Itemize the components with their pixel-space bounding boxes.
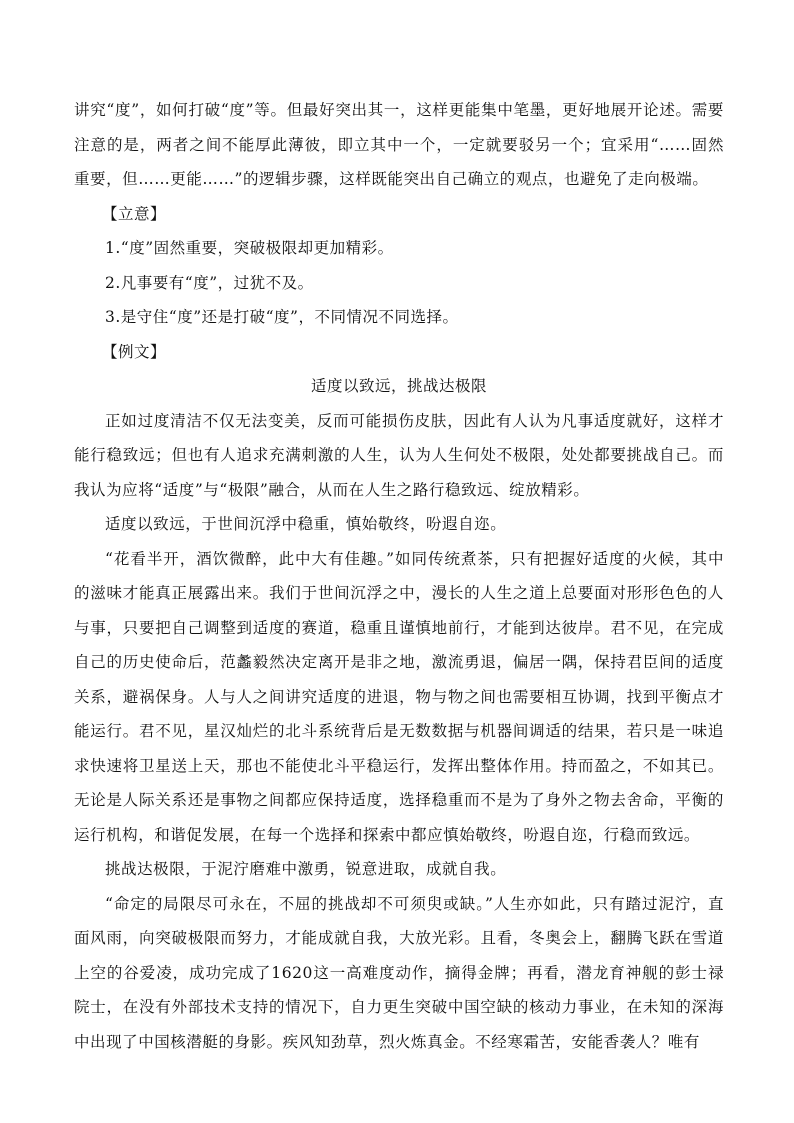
section-heading-liyi: 【立意】	[102, 204, 167, 223]
liyi-item-3: 3.是守住“度”还是打破“度”，不同情况不同选择。	[105, 308, 459, 326]
essay-paragraph-1: 正如过度清洁不仅无法变美，反而可能损伤皮肤，因此有人认为凡事适度就好，这样才能行稳致远；但也有人追求充满刺激的人生，认为人生何处不极限，处处都要挑战自己。而我认为应将“适度”与“极限”融合，从而在人生之路行稳致远、绽放精彩。	[74, 411, 724, 499]
essay-paragraph-4: 挑战达极限，于泥泞磨难中激勇，锐意进取，成就自我。	[105, 860, 507, 878]
liyi-item-1: 1.“度”固然重要，突破极限却更加精彩。	[105, 239, 394, 257]
essay-paragraph-2: 适度以致远，于世间沉浮中稳重，慎始敬终，吩遐自迩。	[105, 515, 507, 533]
essay-paragraph-5: “命定的局限尽可永在，不屈的挑战却不可须臾或缺。”人生亦如此，只有踏过泥泞，直面风雨，向突破极限而努力，才能成就自我，大放光彩。且看，冬奥会上，翻腾飞跃在雪道上空的谷爱凌，成功完成了1620这一高难度动作，摘得金牌；再看，潜龙育神舰的彭士禄院士，在没有外部技术支持的情况下，自力更生突破中国空缺的核动力事业，在未知的深海中出现了中国核潜艇的身影。疾风知劲草，烈火炼真金。不经寒霜苦，安能香袭人？唯有	[74, 894, 724, 1051]
liyi-item-2: 2.凡事要有“度”，过犹不及。	[105, 273, 314, 292]
essay-title: 适度以致远，挑战达极限	[310, 377, 487, 395]
section-heading-example: 【例文】	[102, 342, 167, 361]
essay-paragraph-3: “花看半开，酒饮微醉，此中大有佳趣。”如同传统煮茶，只有把握好适度的火候，其中的滋味才能真正展露出来。我们于世间沉浮之中，漫长的人生之道上总要面对形形色色的人与事，只要把自己调整到适度的赛道，稳重且谨慎地前行，才能到达彼岸。君不见，在完成自己的历史使命后，范蠡毅然决定离开是非之地，激流勇退，偏居一隅，保持君臣间的适度关系，避祸保身。人与人之间讲究适度的进退，物与物之间也需要相互协调，找到平衡点才能运行。君不见，星汉灿烂的北斗系统背后是无数数据与机器间调适的结果，若只是一味追求快速将卫星送上天，那也不能使北斗平稳运行，发挥出整体作用。持而盈之，不如其已。无论是人际关系还是事物之间都应保持适度，选择稳重而不是为了身外之物去舍命，平衡的运行机构，和谐促发展，在每一个选择和探索中都应慎始敬终，吩遐自迩，行稳而致远。	[74, 549, 724, 844]
intro-paragraph: 讲究“度”，如何打破“度”等。但最好突出其一，这样更能集中笔墨，更好地展开论述。需要注意的是，两者之间不能厚此薄彼，即立其中一个，一定就要驳另一个；宜采用“……固然重要，但……更能……”的逻辑步骤，这样既能突出自己确立的观点，也避免了走向极端。	[74, 101, 724, 188]
